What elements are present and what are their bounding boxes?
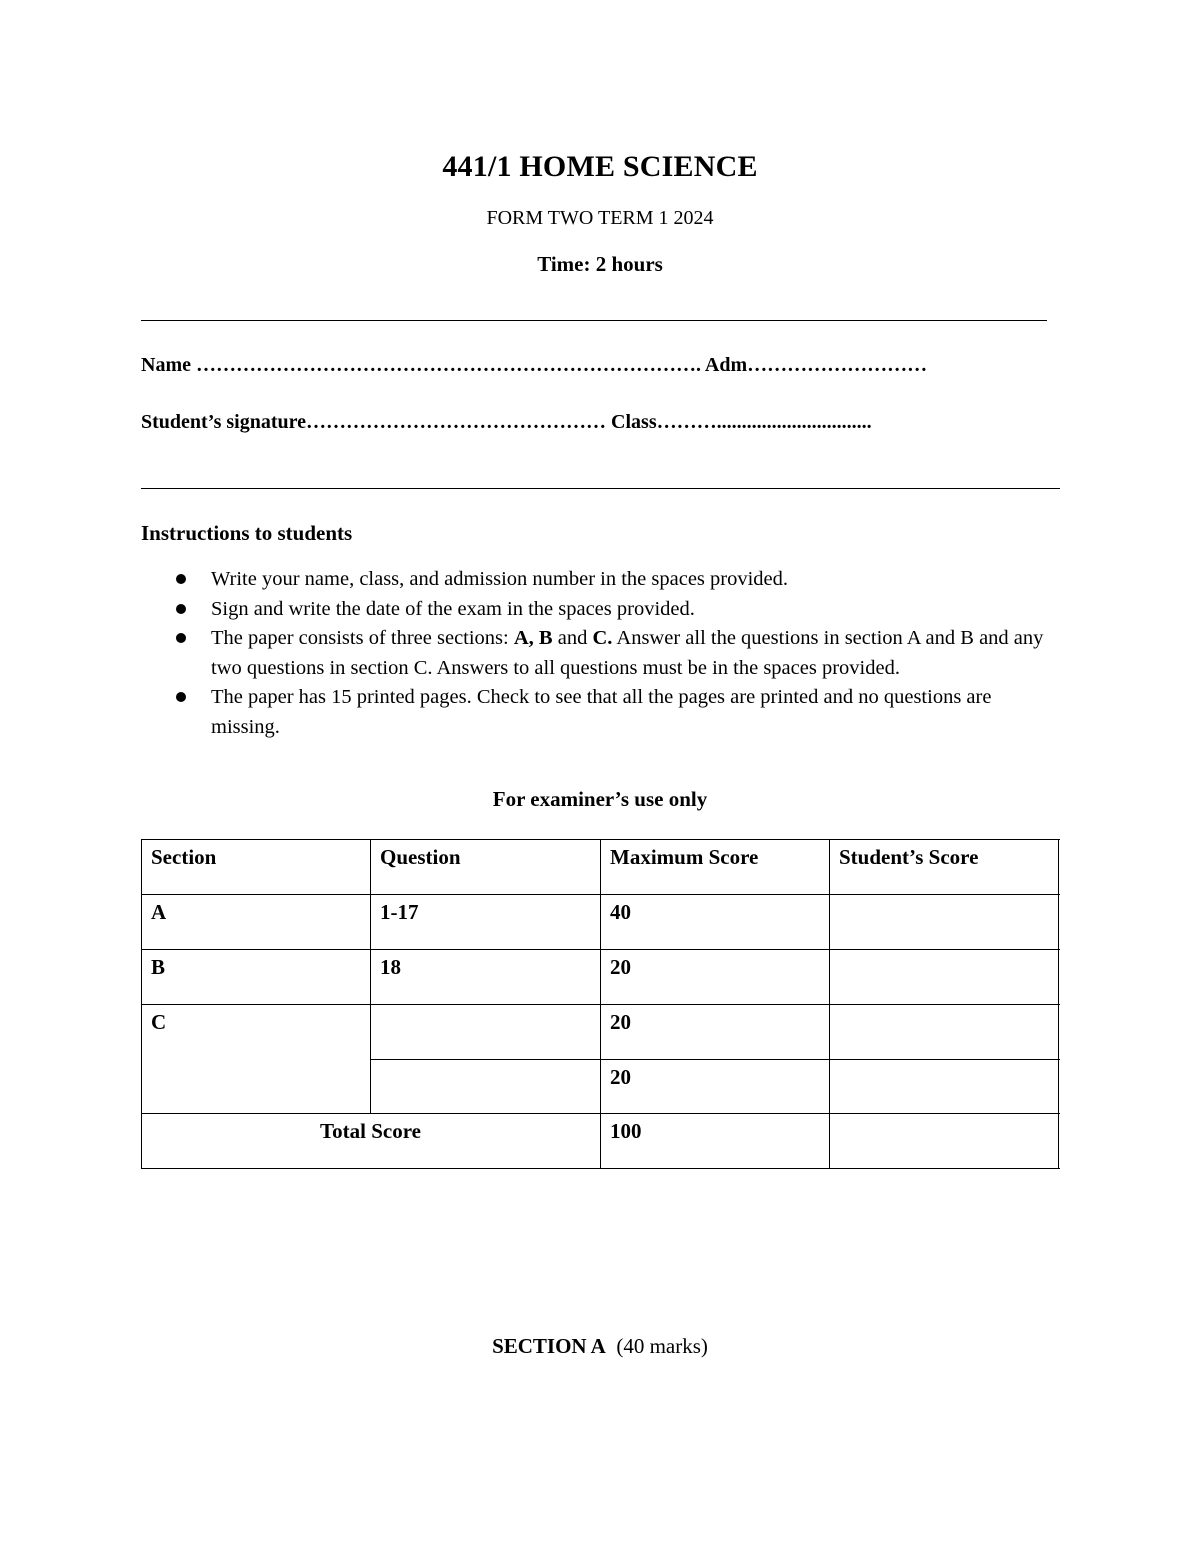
total-max-score: 100	[610, 1119, 642, 1143]
cell-question-b: 18	[380, 955, 401, 979]
cell-question-c2[interactable]	[370, 1059, 600, 1113]
cell-max-c2: 20	[610, 1065, 631, 1089]
exam-time: Time: 2 hours	[537, 252, 663, 276]
section-a-heading	[0, 1334, 1200, 1359]
instruction-text: C.	[592, 627, 613, 649]
instruction-text: Sign and write the date of the exam in the spaces provided.	[211, 597, 695, 620]
cell-score-c1[interactable]	[829, 1004, 1060, 1059]
section-a-marks: (40 marks)	[616, 1334, 708, 1358]
bottom-divider	[141, 488, 1060, 489]
instruction-text: The paper consists of three sections:	[211, 627, 514, 649]
cell-score-b[interactable]	[829, 949, 1060, 1004]
instructions-heading: Instructions to students	[141, 521, 353, 545]
exam-term: FORM TWO TERM 1 2024	[486, 207, 714, 229]
cell-max-b: 20	[610, 955, 631, 979]
instruction-item	[141, 565, 1061, 595]
instruction-item	[141, 595, 1061, 625]
name-adm-line: Name …………………………………………………………………. Adm………………………	[141, 354, 928, 376]
instruction-text: The paper has 15 printed pages. Check to see that all the pages are printed and no questions are missing.	[211, 686, 992, 738]
signature-class-line: Student’s signature……………………………………… Class………...............................	[141, 411, 872, 433]
bullet-icon	[176, 574, 186, 584]
header-max-score: Maximum Score	[610, 845, 759, 869]
instruction-text: Answer all the questions in section A and B and any two questions in section C. Answers to all questions must be in the spaces provided.	[211, 627, 1044, 679]
instruction-text: A, B	[513, 627, 553, 649]
bullet-icon	[176, 633, 186, 643]
bullet-icon	[176, 692, 186, 702]
cell-question-c1[interactable]	[370, 1004, 600, 1059]
total-student-score[interactable]	[829, 1113, 1060, 1168]
instructions-list	[141, 565, 1061, 742]
instruction-item	[141, 624, 1061, 683]
cell-section-a: A	[151, 900, 167, 924]
header-question: Question	[380, 845, 461, 869]
header-student-score: Student’s Score	[839, 845, 979, 869]
instruction-item	[141, 683, 1061, 742]
instruction-text: and	[552, 627, 593, 649]
cell-section-c: C	[151, 1010, 167, 1034]
bullet-icon	[176, 604, 186, 614]
cell-max-a: 40	[610, 900, 631, 924]
cell-max-c1: 20	[610, 1010, 631, 1034]
cell-question-a: 1-17	[380, 900, 419, 924]
exam-title: 441/1 HOME SCIENCE	[442, 150, 758, 183]
cell-score-a[interactable]	[829, 894, 1060, 949]
header-section: Section	[151, 845, 217, 869]
cell-score-c2[interactable]	[829, 1059, 1060, 1113]
score-table	[141, 839, 1060, 1169]
top-divider	[141, 320, 1047, 321]
cell-section-b: B	[151, 955, 166, 979]
total-score-label: Total Score	[320, 1119, 421, 1143]
instruction-text: Write your name, class, and admission number in the spaces provided.	[211, 568, 789, 590]
section-a-name: SECTION A	[492, 1334, 606, 1358]
examiner-heading: For examiner’s use only	[492, 787, 708, 811]
